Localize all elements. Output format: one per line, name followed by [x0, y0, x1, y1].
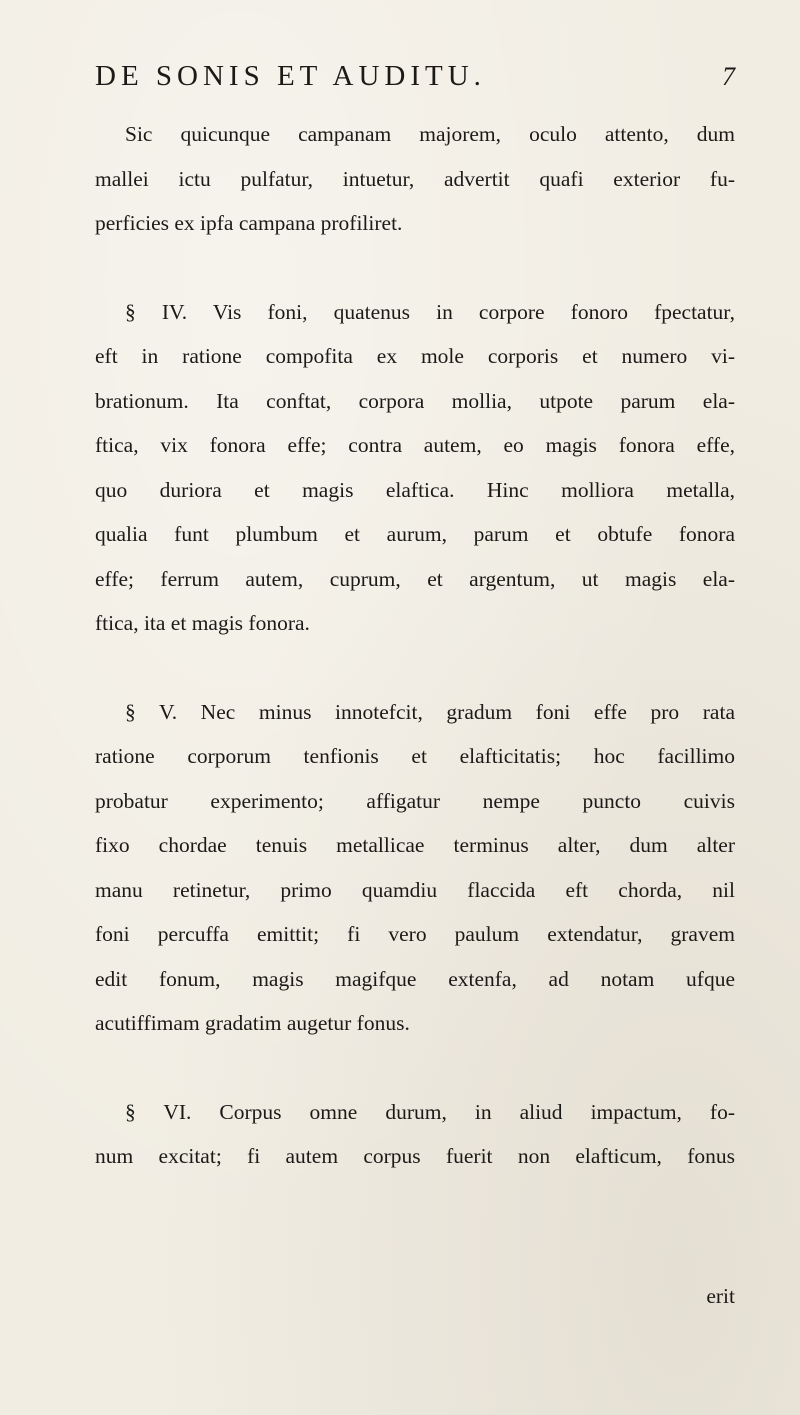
paragraph-intro	[95, 112, 735, 246]
text-line: foni percuffa emittit; fi vero paulum extendatur, gravem	[95, 922, 735, 946]
text-line: ftica, ita et magis fonora.	[95, 611, 310, 635]
text-line: perficies ex ipfa campana profiliret.	[95, 211, 403, 235]
text-line: acutiffimam gradatim augetur fonus.	[95, 1011, 410, 1035]
text-line: manu retinetur, primo quamdiu flaccida eft chorda, nil	[95, 877, 735, 902]
paragraph-section-iv	[95, 290, 735, 646]
text-line: § IV. Vis foni, quatenus in corpore fonoro fpectatur,	[125, 299, 735, 324]
text-line: probatur experimento; affigatur nempe puncto cuivis	[95, 788, 735, 813]
text-line: num excitat; fi autem corpus fuerit non elafticum, fonus	[95, 1144, 735, 1168]
text-line: effe; ferrum autem, cuprum, et argentum, ut magis ela-	[95, 566, 735, 591]
text-line: § VI. Corpus omne durum, in aliud impactum, fo-	[125, 1099, 735, 1124]
text-line: § V. Nec minus innotefcit, gradum foni effe pro rata	[125, 699, 735, 724]
text-line: Sic quicunque campanam majorem, oculo attento, dum	[125, 122, 735, 146]
text-line: fixo chordae tenuis metallicae terminus alter, dum alter	[95, 833, 735, 857]
catchword: erit	[706, 1284, 735, 1308]
text-line: brationum. Ita conftat, corpora mollia, utpote parum ela-	[95, 388, 735, 413]
text-line: eft in ratione compofita ex mole corporis et numero vi-	[95, 344, 735, 368]
text-line: ratione corporum tenfionis et elafticitatis; hoc facillimo	[95, 744, 735, 768]
text-line: qualia funt plumbum et aurum, parum et obtufe fonora	[95, 522, 735, 546]
running-head: DE SONIS ET AUDITU.	[95, 60, 486, 92]
paragraph-section-vi	[95, 1090, 735, 1179]
text-line: mallei ictu pulfatur, intuetur, advertit quafi exterior fu-	[95, 166, 735, 191]
text-line: ftica, vix fonora effe; contra autem, eo magis fonora effe,	[95, 433, 735, 457]
paragraph-section-v	[95, 690, 735, 1046]
body-text	[95, 112, 735, 1179]
page-header	[95, 60, 735, 100]
text-line: edit fonum, magis magifque extenfa, ad notam ufque	[95, 966, 735, 991]
text-line: quo duriora et magis elaftica. Hinc molliora metalla,	[95, 477, 735, 502]
page-number: 7	[722, 62, 735, 91]
